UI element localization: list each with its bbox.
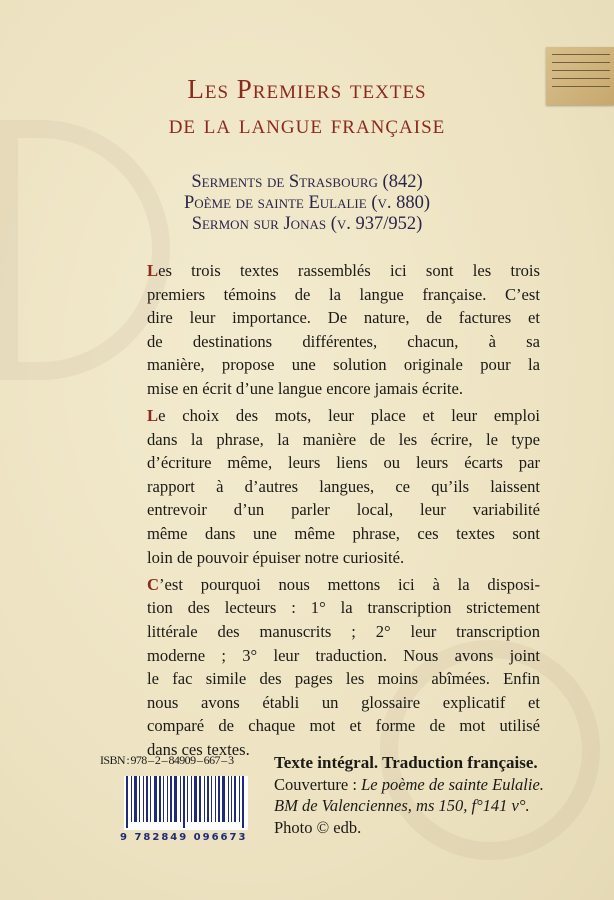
book-title-line1: Les Premiers textes xyxy=(187,74,427,104)
line-text: manière, propose une solution originale pour la xyxy=(147,355,540,375)
text-line xyxy=(147,522,540,546)
line-text: dans ces textes. xyxy=(147,739,250,759)
barcode-bar xyxy=(231,776,232,822)
line-text: d’écriture même, leurs liens ou leurs écarts par xyxy=(147,453,540,473)
cover-source: BM de Valenciennes, ms 150, f°141 v°. xyxy=(274,796,530,815)
text-line xyxy=(147,714,540,738)
barcode-bar xyxy=(218,776,220,822)
text-line xyxy=(147,620,540,644)
line-text: e choix des mots, leur place et leur emploi xyxy=(158,406,540,426)
barcode-bar xyxy=(191,776,192,822)
paragraph xyxy=(147,404,540,569)
line-text: mise en écrit d’une langue encore jamais écrite. xyxy=(147,378,464,398)
book-title-line2: de la langue française xyxy=(168,109,446,139)
initial-letter: L xyxy=(147,406,159,426)
text-line xyxy=(147,330,540,354)
barcode xyxy=(124,776,248,830)
text-line xyxy=(147,259,540,283)
line-text: rapport à d’autres langues, ce qu’ils laissent xyxy=(147,476,540,496)
line-text: comparé de chaque mot et forme de mot utilisé xyxy=(147,716,540,736)
line-text: nous avons établi un glossaire explicatif et xyxy=(147,692,540,712)
barcode-digits: 9 782849 096673 xyxy=(120,832,248,843)
barcode-bar xyxy=(143,776,144,822)
text-line xyxy=(147,428,540,452)
cover-title: Le poème de sainte Eulalie. xyxy=(361,774,544,794)
barcode-bar xyxy=(150,776,151,822)
credits xyxy=(274,752,604,838)
photo-credit: Photo © edb. xyxy=(274,817,362,837)
line-text: es trois textes rassemblés ici sont les trois xyxy=(158,261,540,280)
barcode-bar xyxy=(134,776,137,822)
subtitle-jonas: Sermon sur Jonas (v. 937/952) xyxy=(191,214,423,234)
cover-label: Couverture : xyxy=(274,774,362,794)
barcode-bar xyxy=(207,776,209,822)
barcode-bar xyxy=(242,776,244,828)
barcode-bar xyxy=(131,776,132,822)
text-line xyxy=(147,546,540,570)
line-text: littérale des manuscrits ; 2° leur transcription xyxy=(147,621,540,641)
barcode-bar xyxy=(159,776,161,822)
subtitle-eulalie: Poème de sainte Eulalie (v. 880) xyxy=(183,193,431,213)
barcode-bar xyxy=(204,776,205,822)
text-line xyxy=(147,451,540,475)
line-text: ’est pourquoi nous mettons ici à la disposi- xyxy=(158,574,540,594)
text-line xyxy=(147,353,540,377)
line-text: premiers témoins de la langue française. C’est xyxy=(147,284,540,304)
line-text: dans la phrase, la manière de les écrire, le type xyxy=(147,429,540,449)
line-text: loin de pouvoir épuiser notre curiosité. xyxy=(147,547,405,567)
text-line xyxy=(147,283,540,307)
barcode-bar xyxy=(180,776,181,822)
text-list xyxy=(0,172,614,235)
text-line xyxy=(147,667,540,691)
initial-letter: C xyxy=(147,574,159,594)
credits-headline: Texte intégral. Traduction française. xyxy=(274,753,538,772)
barcode-bar xyxy=(187,776,188,822)
text-line xyxy=(147,691,540,715)
blurb xyxy=(147,259,540,765)
barcode-bar xyxy=(154,776,157,822)
line-text: tion des lecteurs : 1° la transcription strictement xyxy=(147,598,540,618)
barcode-bar xyxy=(199,776,201,822)
text-line xyxy=(147,377,540,401)
text-line xyxy=(147,498,540,522)
barcode-bar xyxy=(222,776,225,822)
paragraph xyxy=(147,259,540,401)
decorative-initial-ornament xyxy=(0,120,170,380)
barcode-bar xyxy=(163,776,164,822)
barcode-bar xyxy=(170,776,172,822)
line-text: dire leur importance. De nature, de factures et xyxy=(147,308,540,328)
text-line xyxy=(147,306,540,330)
subtitle-strasbourg: Serments de Strasbourg (842) xyxy=(191,172,423,192)
barcode-bar xyxy=(126,776,128,828)
barcode-bar xyxy=(234,776,236,822)
text-line xyxy=(147,596,540,620)
paragraph xyxy=(147,573,540,762)
text-line xyxy=(147,475,540,499)
barcode-bar xyxy=(228,776,229,822)
barcode-bar xyxy=(194,776,197,822)
line-text: même dans une même phrase, ces textes sont xyxy=(147,524,540,544)
text-line xyxy=(147,573,540,597)
barcode-bar xyxy=(211,776,212,822)
line-text: entrevoir d’un parler local, leur variabilité xyxy=(147,500,540,520)
line-text: de destinations différentes, chacun, à sa xyxy=(147,331,540,351)
barcode-bar xyxy=(183,776,185,828)
barcode-bar xyxy=(146,776,148,822)
line-text: le fac simile des pages les moins abîmées. Enfin xyxy=(147,669,540,689)
barcode-bar xyxy=(167,776,168,822)
barcode-bar xyxy=(215,776,216,822)
isbn: ISBN : 978 – 2 – 84909 – 667 – 3 xyxy=(100,753,234,767)
initial-letter: L xyxy=(147,261,159,280)
text-line xyxy=(147,404,540,428)
barcode-bar xyxy=(174,776,177,822)
barcode-bar xyxy=(139,776,140,822)
line-text: moderne ; 3° leur traduction. Nous avons joint xyxy=(147,645,540,665)
text-line xyxy=(147,644,540,668)
barcode-bar xyxy=(239,776,240,822)
